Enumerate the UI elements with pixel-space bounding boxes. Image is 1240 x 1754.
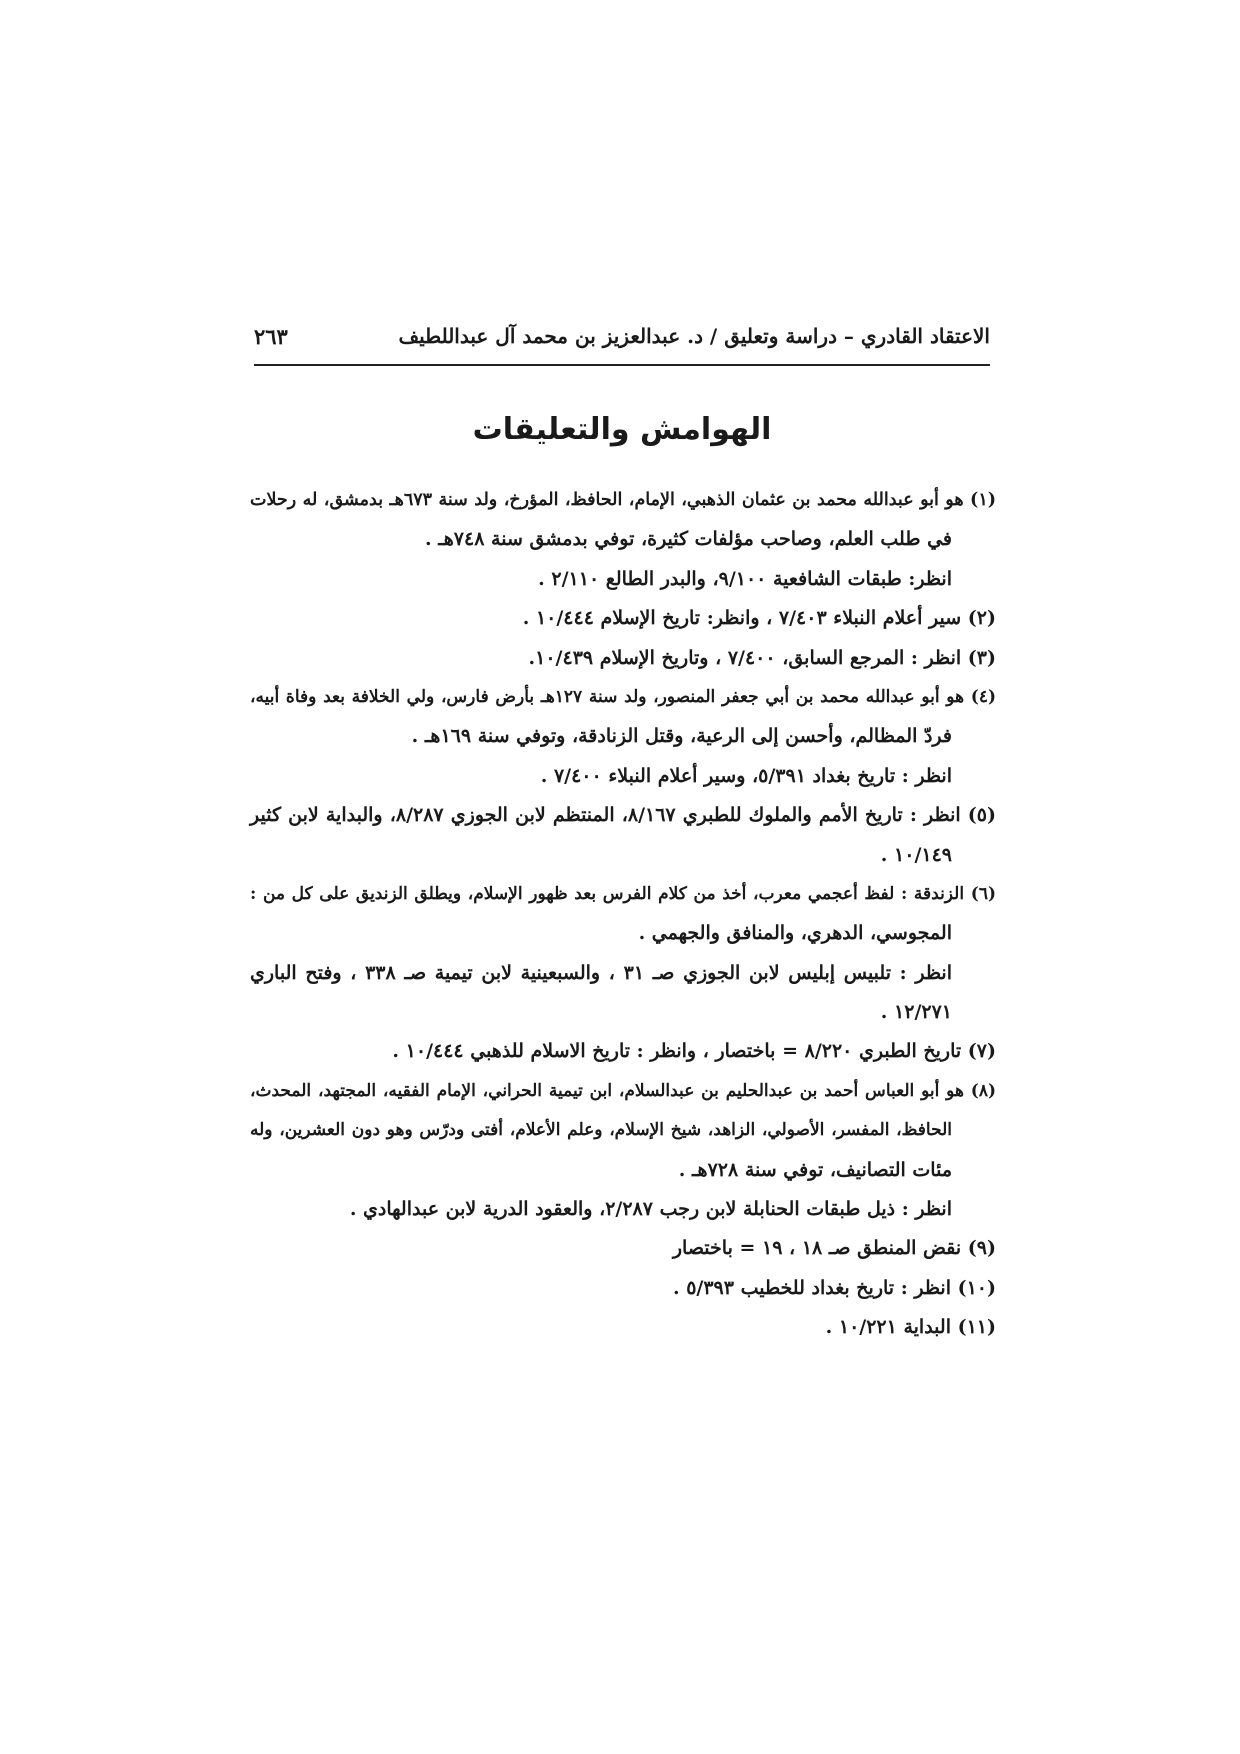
footnote-line: انظر : تلبيس إبليس لابن الجوزي صـ ٣١ ، والسبعينية لابن تيمية صـ ٣٣٨ ، وفتح الباري [250, 961, 952, 984]
footnote-line: (١١) البداية ١٠/٢٢١ . [825, 1316, 996, 1339]
page-number: ٢٦٣ [254, 323, 288, 349]
footnote-line: (٨) هو أبو العباس أحمد بن عبدالحليم بن عبدالسلام، ابن تيمية الحراني، الإمام الفقيه، المجتهد، المحدث، [250, 1080, 996, 1101]
footnote-line: (٧) تاريخ الطبري ٨/٢٢٠ = باختصار ، وانظر : تاريخ الاسلام للذهبي ١٠/٤٤٤ . [392, 1040, 996, 1063]
header-divider [254, 364, 990, 366]
footnote-line: (٤) هو أبو عبدالله محمد بن أبي جعفر المنصور، ولد سنة ١٢٧هـ بأرض فارس، ولي الخلافة بعد وفاة أبيه، [250, 686, 996, 707]
footnote-line: (٩) نقض المنطق صـ ١٨ ، ١٩ = باختصار [672, 1237, 996, 1260]
footnote-line: انظر : تاريخ بغداد ٥/٣٩١، وسير أعلام النبلاء ٧/٤٠٠ . [540, 764, 952, 787]
section-title: الهوامش والتعليقات [472, 412, 772, 447]
footnote-line: في طلب العلم، وصاحب مؤلفات كثيرة، توفي بدمشق سنة ٧٤٨هـ . [424, 528, 952, 551]
running-header [254, 316, 990, 356]
footnote-line: (٣) انظر : المرجع السابق، ٧/٤٠٠ ، وتاريخ الإسلام ١٠/٤٣٩. [528, 646, 996, 669]
footnote-line: انظر: طبقات الشافعية ٩/١٠٠، والبدر الطالع ٢/١١٠ . [538, 567, 952, 590]
footnote-line: (١٠) انظر : تاريخ بغداد للخطيب ٥/٣٩٣ . [672, 1276, 996, 1299]
footnote-line: (٦) الزندقة : لفظ أعجمي معرب، أخذ من كلام الفرس بعد ظهور الإسلام، ويطلق الزنديق على كل من : [250, 883, 996, 904]
footnote-line: (٥) انظر : تاريخ الأمم والملوك للطبري ٨/١٦٧، المنتظم لابن الجوزي ٨/٢٨٧، والبداية لابن كثير [250, 804, 997, 827]
footnote-line: الحافظ، المفسر، الأصولي، الزاهد، شيخ الإسلام، وعلم الأعلام، أفتى ودرّس وهو دون العشرين، وله [250, 1120, 952, 1141]
footnote-line: (١) هو أبو عبدالله محمد بن عثمان الذهبي، الإمام، الحافظ، المؤرخ، ولد سنة ٦٧٣هـ بدمشق، له رحلات [250, 490, 996, 510]
footnotes-list [250, 481, 996, 1348]
footnote-line: ١٢/٢٧١ . [880, 1001, 952, 1024]
footnote-line: مئات التصانيف، توفي سنة ٧٢٨هـ . [678, 1158, 952, 1181]
footnote-line: (٢) سير أعلام النبلاء ٧/٤٠٣ ، وانظر: تاريخ الإسلام ١٠/٤٤٤ . [522, 607, 996, 630]
footnote-line: انظر : ذيل طبقات الحنابلة لابن رجب ٢/٢٨٧، والعقود الدرية لابن عبدالهادي . [349, 1198, 952, 1221]
running-title: الاعتقاد القادري – دراسة وتعليق / د. عبدالعزيز بن محمد آل عبداللطيف [398, 324, 990, 348]
footnote-line: فردّ المظالم، وأحسن إلى الرعية، وقتل الزنادقة، وتوفي سنة ١٦٩هـ . [411, 725, 952, 748]
footnote-line: المجوسي، الدهري، والمنافق والجهمي . [638, 922, 952, 945]
footnote-line: ١٠/١٤٩ . [880, 843, 952, 866]
